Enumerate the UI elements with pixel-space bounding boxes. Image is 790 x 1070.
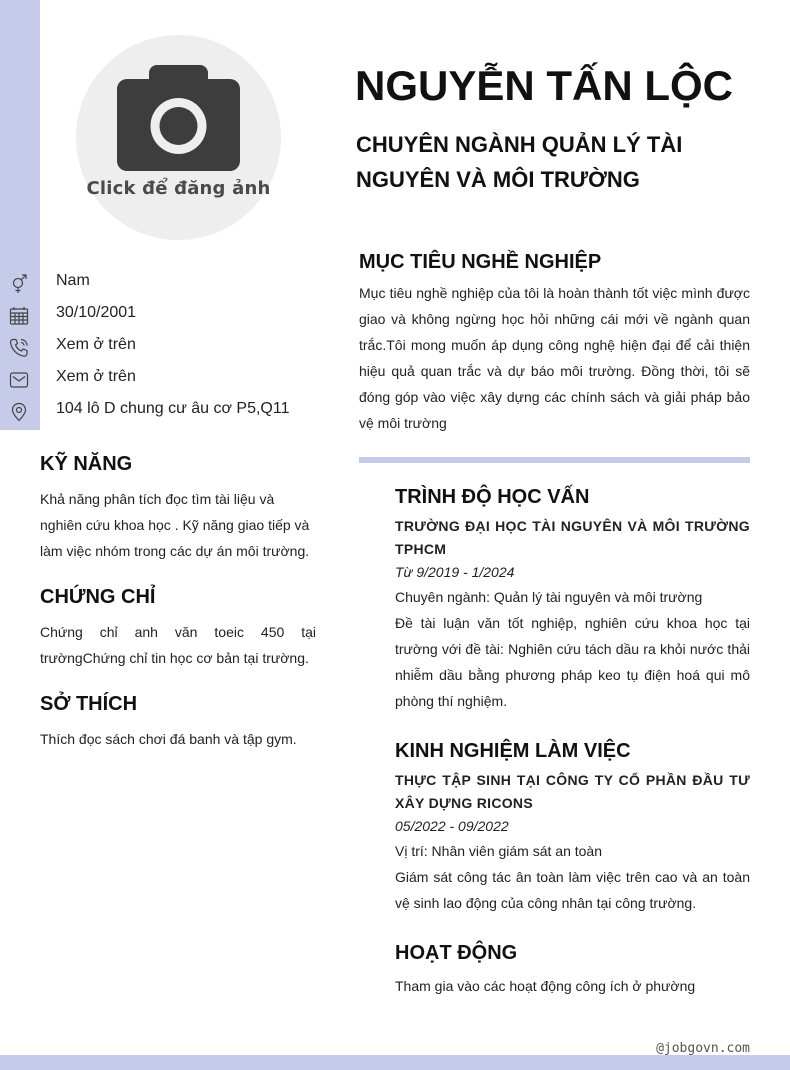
activities-text: Tham gia vào các hoạt động công ích ở phường [395, 978, 696, 994]
contact-address [0, 394, 320, 426]
camera-icon [117, 65, 240, 171]
education-school: TRƯỜNG ĐẠI HỌC TÀI NGUYÊN VÀ MÔI TRƯỜNG TPHCM [395, 518, 750, 557]
experience-section [395, 740, 750, 916]
certificates-title: CHỨNG CHỈ [40, 586, 156, 608]
skills-section [40, 453, 316, 564]
experience-description: Giám sát công tác ân toàn làm việc trên cao và an toàn vệ sinh lao động của công nhân tại công trường. [395, 869, 750, 911]
phone-icon [9, 338, 29, 358]
hobbies-title: SỞ THÍCH [40, 693, 138, 715]
education-title: TRÌNH ĐỘ HỌC VẤN [395, 486, 590, 508]
gender-icon [9, 274, 29, 294]
experience-position: Vị trí: Nhân viên giám sát an toàn [395, 843, 602, 859]
address-value: 104 lô D chung cư âu cơ P5,Q11 [56, 400, 290, 417]
objective-title: MỤC TIÊU NGHỀ NGHIỆP [359, 251, 602, 273]
activities-title: HOẠT ĐỘNG [395, 942, 518, 964]
skills-text: Khả năng phân tích đọc tìm tài liệu và nghiên cứu khoa học . Kỹ năng giao tiếp và làm việc nhóm trong các dự án môi trường. [40, 491, 310, 559]
footer-accent-strip [0, 1055, 790, 1070]
location-pin-icon [9, 402, 29, 422]
gender-value: Nam [56, 272, 90, 289]
certificates-text: Chứng chỉ anh văn toeic 450 tại trườngChứng chỉ tin học cơ bản tại trường. [40, 624, 316, 666]
certificates-section [40, 586, 316, 671]
education-section [395, 486, 750, 714]
email-value: Xem ở trên [56, 368, 136, 385]
experience-period: 05/2022 - 09/2022 [395, 818, 509, 834]
objective-section [359, 251, 750, 436]
watermark: @jobgovn.com [656, 1041, 750, 1056]
education-thesis: Đề tài luận văn tốt nghiệp, nghiên cứu khoa học tại trường với đề tài: Nghiên cứu tách dầu ra khỏi nước thải nhiễm dầu bằng phương pháp keo tụ điện hoá qui mô phòng thí nghiệm. [395, 615, 750, 709]
hobbies-section [40, 693, 316, 752]
education-major: Chuyên ngành: Quản lý tài nguyên và môi trường [395, 589, 703, 605]
mail-icon [9, 370, 29, 390]
objective-text: Mục tiêu nghề nghiệp của tôi là hoàn thành tốt việc mình được giao và không ngừng học hỏi những cái mới về ngành quan trắc.Tôi mong muốn áp dụng công nghệ hiện đại để cải thiện hiệu quả quan trắc và dự báo môi trường. Đồng thời, tôi sẽ đóng góp vào việc xây dựng các chính sách và giải pháp bảo vệ môi trường [359, 285, 750, 431]
contact-gender [0, 266, 320, 298]
hobbies-text: Thích đọc sách chơi đá banh và tập gym. [40, 731, 297, 747]
contact-email [0, 362, 320, 394]
skills-title: KỸ NĂNG [40, 453, 133, 475]
section-divider [359, 457, 750, 463]
experience-company: THỰC TẬP SINH TẠI CÔNG TY CỔ PHẦN ĐẦU TƯ XÂY DỰNG RICONS [395, 772, 750, 811]
photo-upload[interactable] [76, 35, 281, 240]
activities-section [395, 942, 750, 999]
contact-list [0, 266, 320, 426]
candidate-name: NGUYỄN TẤN LỘC [355, 62, 733, 109]
calendar-icon [9, 306, 29, 326]
contact-birthday [0, 298, 320, 330]
contact-phone [0, 330, 320, 362]
birthday-value: 30/10/2001 [56, 304, 137, 321]
photo-upload-label: Click để đăng ảnh [86, 178, 271, 199]
experience-title: KINH NGHIỆM LÀM VIỆC [395, 740, 631, 762]
candidate-major: CHUYÊN NGÀNH QUẢN LÝ TÀI NGUYÊN VÀ MÔI TRƯỜNG [356, 132, 683, 192]
education-period: Từ 9/2019 - 1/2024 [395, 564, 515, 580]
phone-value: Xem ở trên [56, 336, 136, 353]
